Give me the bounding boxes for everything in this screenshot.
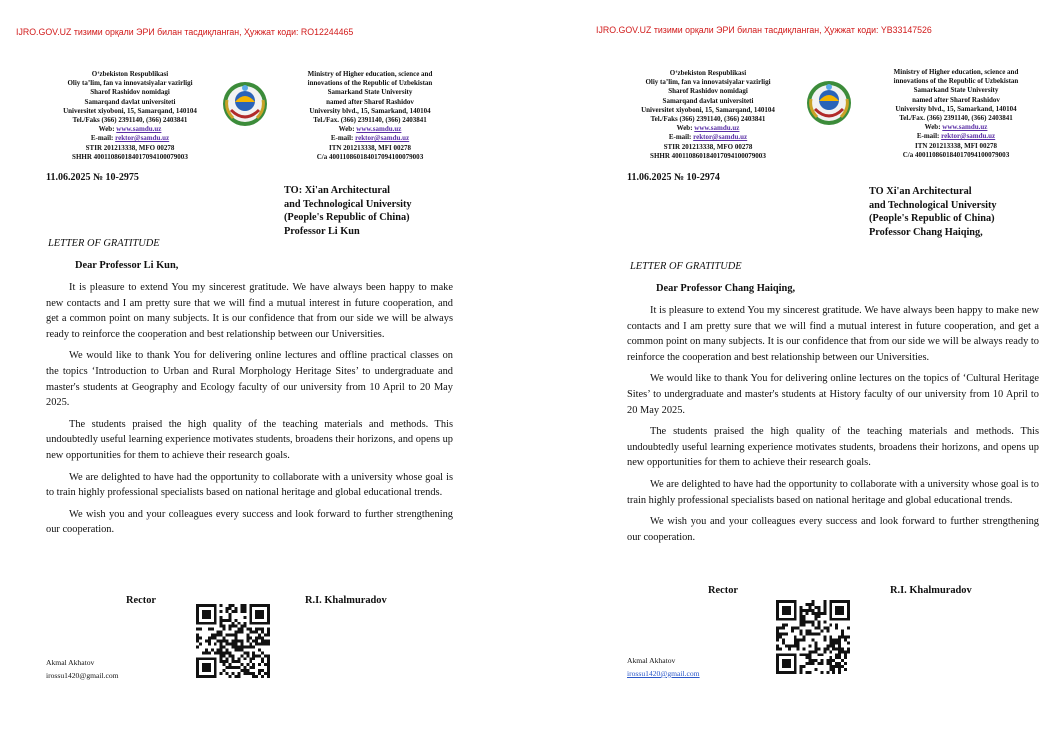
contact-name: Akmal Akhatov xyxy=(627,656,676,665)
website-link[interactable]: www.samdu.uz xyxy=(694,124,740,133)
paragraph: We wish you and your colleagues every success and look forward to further strengthening our cooperation. xyxy=(627,516,1039,543)
paragraph: The students praised the high quality of the teaching materials and methods. This undoubtedly useful learning experience motivates students, broadens their horizons, and opens up new opportunities for them to achieve their research goals. xyxy=(46,418,453,461)
paragraph: We would like to thank You for delivering online lectures and offline practical classes on the topics ‘Introduction to Urban and Rural Morphology Heritage Sites’ to undergraduate and master's students at Geography and Ecology faculty of our university from 10 April to 20 May 2025. xyxy=(46,350,453,409)
email-link[interactable]: rektor@samdu.uz xyxy=(693,133,748,142)
website-link[interactable]: www.samdu.uz xyxy=(356,125,402,134)
contact-block xyxy=(627,655,700,681)
website-link[interactable]: www.samdu.uz xyxy=(942,123,988,132)
letter-date-number: 11.06.2025 № 10-2974 xyxy=(627,172,720,183)
uzbekistan-state-emblem-icon xyxy=(221,80,269,128)
contact-name: Akmal Akhatov xyxy=(46,658,95,667)
email-link[interactable]: rektor@samdu.uz xyxy=(941,132,996,141)
paragraph: The students praised the high quality of the teaching materials and methods. This undoubtedly useful learning experience motivates students, broadens their horizons, and opens up new opportunities for them to achieve their research goals. xyxy=(627,426,1039,469)
signer-name: R.I. Khalmuradov xyxy=(305,595,387,606)
salutation: Dear Professor Chang Haiqing, xyxy=(656,283,796,294)
qr-code-icon xyxy=(776,600,850,674)
paragraph: It is pleasure to extend You my sincerest gratitude. We have always been happy to make new contacts and I am pretty sure that we will find a mutual interest in future cooperation, and get a common point on many subjects. It is our confidence that from our side we will be always ready to reinforce the cooperation and best relationship between our Universities. xyxy=(46,282,453,340)
qr-code-icon xyxy=(196,604,270,678)
email-link[interactable]: rektor@samdu.uz xyxy=(355,134,410,143)
recipient-block: TO Xi'an Architectural and Technological University (People's Republic of China) Professor Chang Haiqing, xyxy=(869,186,997,238)
recipient-block: TO: Xi'an Architectural and Technological University (People's Republic of China) Professor Li Kun xyxy=(284,185,412,237)
letter-page-1 xyxy=(0,0,520,734)
letter-date-number: 11.06.2025 № 10-2975 xyxy=(46,172,139,183)
letter-page-2 xyxy=(580,0,1060,734)
paragraph: We would like to thank You for delivering online lectures on the topics of ‘Cultural Heritage Sites’ to undergraduate and master's students at History faculty of our university from 10 April to 20 May 2025. xyxy=(627,373,1039,416)
signer-title: Rector xyxy=(708,585,738,596)
email-link[interactable]: rektor@samdu.uz xyxy=(115,134,170,143)
ijro-banner: IJRO.GOV.UZ тизими орқали ЭРИ билан тасдиқланган, Ҳужжат коди: YB33147526 xyxy=(596,25,932,35)
signer-name: R.I. Khalmuradov xyxy=(890,585,972,596)
header-english: Ministry of Higher education, science and innovations of the Republic of Uzbekistan Samarkand State University named after Sharof Rashidov University blvd., 15, Samarkand, 140104 Tel./Fax. (366) 2391140, (366) 2403841 Web: www.samdu.uz E-mail: rektor@samdu.uz ITN 201213338, MFI 00278 C/a 40011086018401709410007900З xyxy=(893,68,1019,159)
paragraph: We wish you and your colleagues every success and look forward to further strengthening our cooperation. xyxy=(46,508,453,536)
paragraph: It is pleasure to extend You my sincerest gratitude. We have always been happy to make new contacts and I am pretty sure that we will find a mutual interest in future cooperation, and get a common point on many subjects. It is our confidence that from our side we will be always ready to reinforce the cooperation and best relationship between our Universities. xyxy=(627,305,1039,363)
letter-body xyxy=(627,303,1039,551)
contact-email: irossu1420@gmail.com xyxy=(46,670,119,680)
salutation: Dear Professor Li Kun, xyxy=(75,260,179,271)
ijro-banner: IJRO.GOV.UZ тизими орқали ЭРИ билан тасдиқланган, Ҳужжат коди: RO12244465 xyxy=(16,27,354,37)
letter-title: LETTER OF GRATITUDE xyxy=(630,261,742,272)
contact-block xyxy=(46,657,119,683)
letter-body xyxy=(46,280,453,544)
header-uzbek: O‘zbekiston Respublikasi Oliy ta’lim, fan va innovatsiyalar vazirligi Sharof Rashidov nomidagi Samarqand davlat universiteti Universitet xiyoboni, 15, Samarqand, 140104 Tel./Faks (366) 2391140, (366) 2403841 Web: www.samdu.uz E-mail: rektor@samdu.uz STIR 201213338, MFO 00278 SHHR 40011086018401709410007900З xyxy=(63,70,197,161)
header-uzbek: O‘zbekiston Respublikasi Oliy ta’lim, fan va innovatsiyalar vazirligi Sharof Rashidov nomidagi Samarqand davlat universiteti Universitet xiyoboni, 15, Samarqand, 140104 Tel./Faks (366) 2391140, (366) 2403841 Web: www.samdu.uz E-mail: rektor@samdu.uz STIR 201213338, MFO 00278 SHHR 40011086018401709410007900З xyxy=(641,69,775,160)
paragraph: We are delighted to have had the opportunity to collaborate with a university whose goal is to train highly professional specialists based on national heritage and global educational trends. xyxy=(46,471,453,499)
letter-title: LETTER OF GRATITUDE xyxy=(48,238,160,249)
website-link[interactable]: www.samdu.uz xyxy=(116,125,162,134)
contact-email-link[interactable]: irossu1420@gmail.com xyxy=(627,668,700,678)
signer-title: Rector xyxy=(126,595,156,606)
paragraph: We are delighted to have had the opportunity to collaborate with a university whose goal is to train highly professional specialists based on national heritage and global educational trends. xyxy=(627,478,1039,506)
header-english: Ministry of Higher education, science and innovations of the Republic of Uzbekistan Samarkand State University named after Sharof Rashidov University blvd., 15, Samarkand, 140104 Tel./Fax. (366) 2391140, (366) 2403841 Web: www.samdu.uz E-mail: rektor@samdu.uz ITN 201213338, MFI 00278 C/a 40011086018401709410007900З xyxy=(307,70,433,161)
uzbekistan-state-emblem-icon xyxy=(805,79,853,127)
